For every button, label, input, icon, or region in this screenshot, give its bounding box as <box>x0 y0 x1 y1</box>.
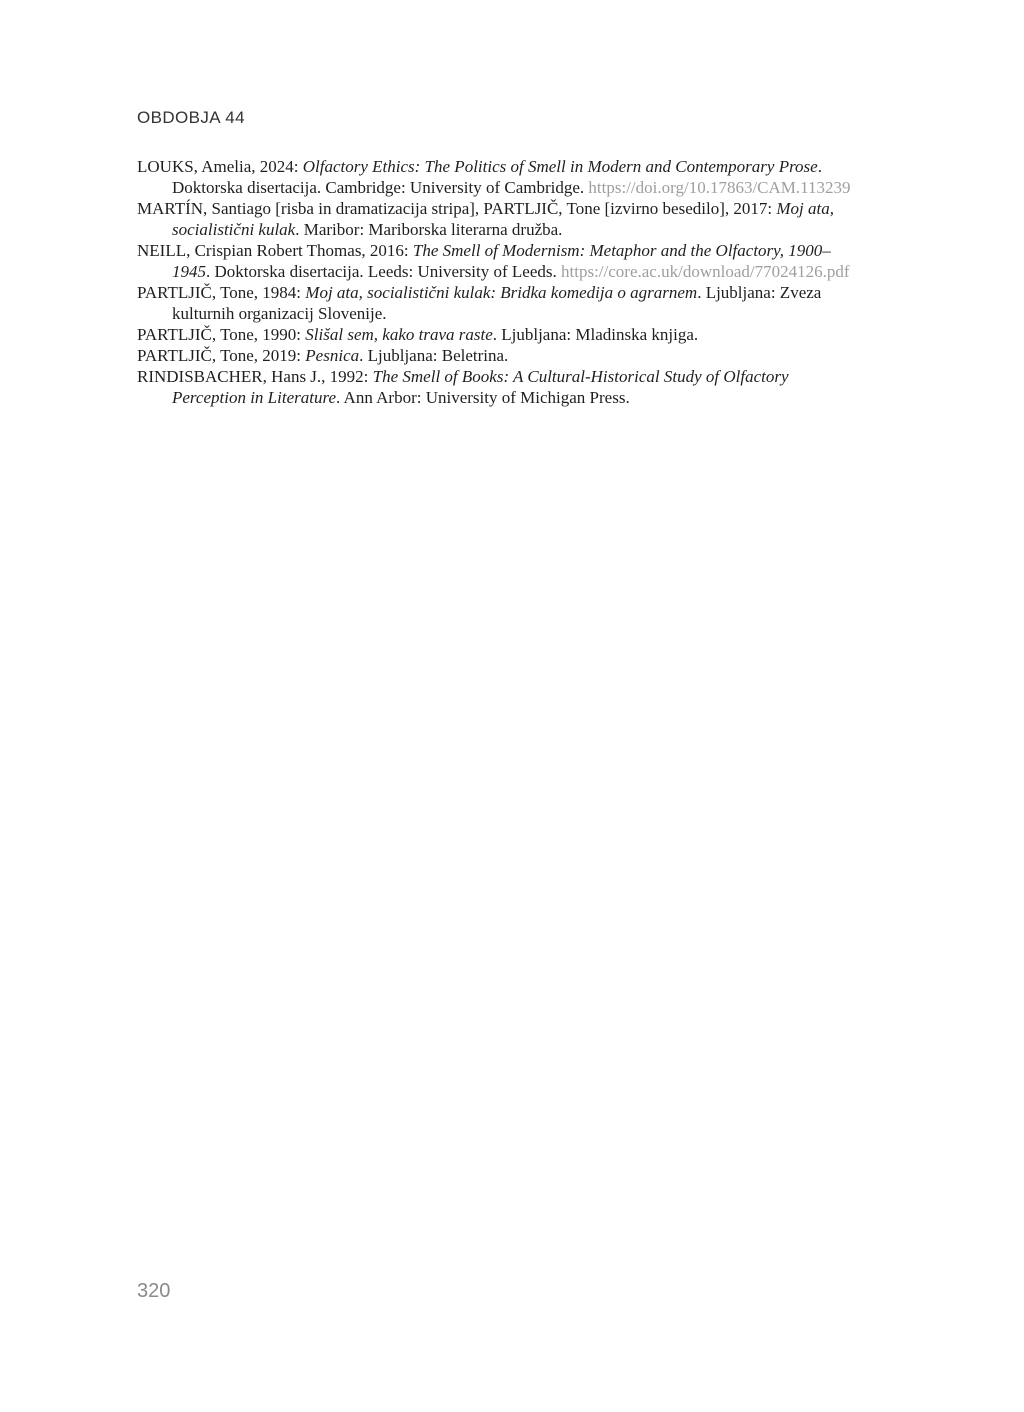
reference-title: Pesnica <box>305 346 360 365</box>
reference-title: Olfactory Ethics: The Politics of Smell in Modern and Contemporary Prose <box>302 157 818 176</box>
reference-text: . Doktorska disertacija. Cambridge: University of Cambridge. <box>172 157 822 197</box>
page-number: 320 <box>137 1280 171 1302</box>
reference-entry <box>137 345 863 366</box>
reference-entry <box>137 156 863 198</box>
reference-entry <box>137 282 863 324</box>
reference-title: Slišal sem, kako trava raste <box>305 325 493 344</box>
reference-title: The Smell of Books: A Cultural-Historical Study of Olfactory Perception in Literature <box>172 367 789 407</box>
reference-text: LOUKS, Amelia, 2024: <box>137 157 303 176</box>
reference-entry <box>137 366 863 408</box>
reference-entry <box>137 240 863 282</box>
reference-url: https://doi.org/10.17863/CAM.113239 <box>588 178 851 197</box>
reference-text: PARTLJIČ, Tone, 1984: <box>137 283 306 302</box>
reference-url: https://core.ac.uk/download/77024126.pdf <box>561 262 850 281</box>
reference-text: . Ljubljana: Zveza kulturnih organizacij Slovenije. <box>172 283 822 323</box>
running-header: OBDOBJA 44 <box>137 108 245 127</box>
reference-entry <box>137 198 863 240</box>
reference-text: . Doktorska disertacija. Leeds: University of Leeds. <box>206 262 562 281</box>
reference-title: Moj ata, socialistični kulak <box>172 199 834 239</box>
reference-text: . Maribor: Mariborska literarna družba. <box>295 220 563 239</box>
reference-list <box>137 156 863 408</box>
reference-text: . Ann Arbor: University of Michigan Press. <box>336 388 630 407</box>
reference-text: . Ljubljana: Mladinska knjiga. <box>492 325 699 344</box>
reference-text: . Ljubljana: Beletrina. <box>359 346 509 365</box>
reference-entry <box>137 324 863 345</box>
reference-text: PARTLJIČ, Tone, 1990: <box>137 325 306 344</box>
reference-text: RINDISBACHER, Hans J., 1992: <box>137 367 373 386</box>
reference-title: Moj ata, socialistični kulak: Bridka komedija o agrarnem <box>305 283 698 302</box>
reference-title: The Smell of Modernism: Metaphor and the Olfactory, 1900–1945 <box>172 241 831 281</box>
reference-text: MARTÍN, Santiago [risba in dramatizacija stripa], PARTLJIČ, Tone [izvirno besedilo], 2017: <box>137 199 777 218</box>
reference-text: NEILL, Crispian Robert Thomas, 2016: <box>137 241 413 260</box>
reference-text: PARTLJIČ, Tone, 2019: <box>137 346 306 365</box>
